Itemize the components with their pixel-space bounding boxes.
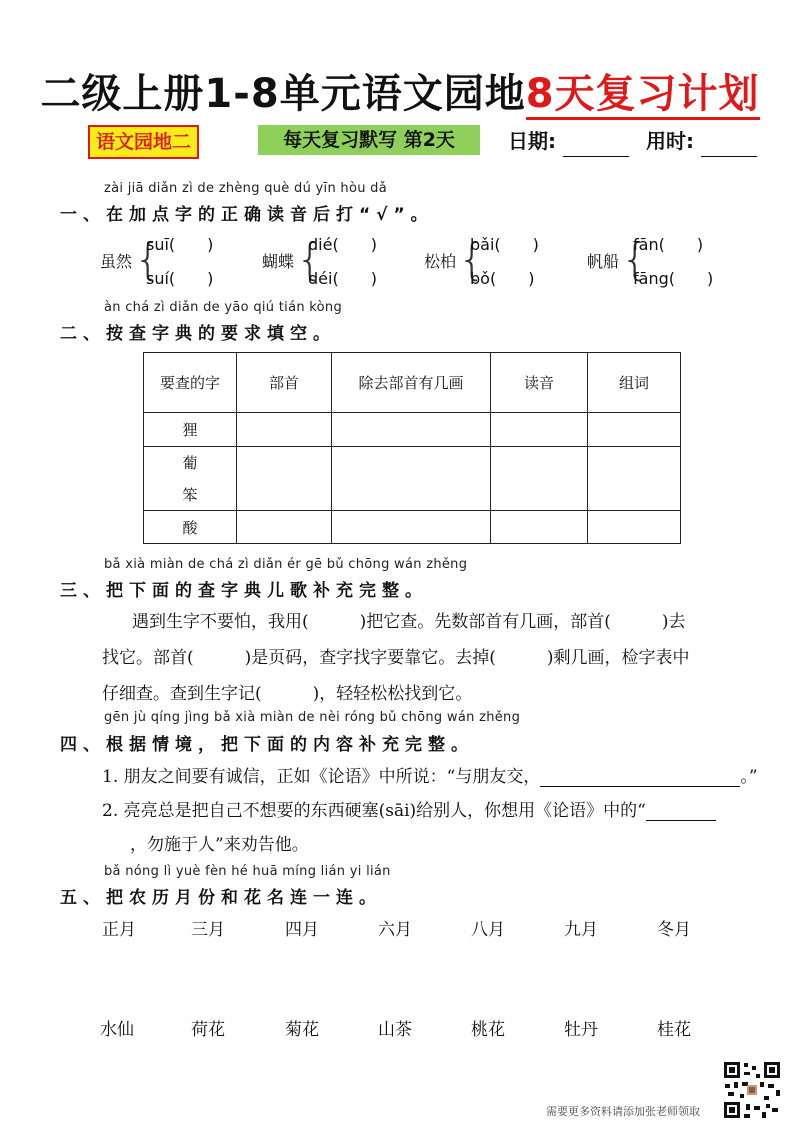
flower-item[interactable]: 水仙: [100, 1020, 134, 1040]
table-row: [144, 511, 681, 544]
table-char-group: [144, 447, 237, 511]
title-highlight: 8天复习计划: [526, 71, 760, 120]
q1-option[interactable]: bǎi( ): [470, 235, 539, 254]
q1-option[interactable]: fāng( ): [633, 269, 714, 288]
table-row: [144, 447, 681, 511]
table-header-row: [144, 353, 681, 413]
table-header: 除去部首有几画: [332, 353, 491, 413]
q2-title: 二、按查字典的要求填空。: [60, 324, 336, 344]
brace-icon: {: [458, 234, 486, 285]
q4-pinyin: gēn jù qíng jìng bǎ xià miàn de nèi róng bǔ chōng wán zhěng: [104, 710, 521, 725]
month-item[interactable]: 四月: [285, 920, 319, 940]
task-tag: 每天复习默写 第2天: [258, 125, 480, 155]
answer-cell[interactable]: [491, 413, 588, 447]
q3-title: 三、把下面的查字典儿歌补充完整。: [60, 581, 428, 601]
q1-option[interactable]: suí( ): [146, 269, 214, 288]
footer-note: 需要更多资料请添加张老师领取: [546, 1105, 700, 1118]
title-main: 二级上册1-8单元语文园地: [40, 71, 526, 117]
flower-item[interactable]: 山茶: [378, 1020, 412, 1040]
brace-icon: {: [296, 234, 324, 285]
q1-item-3: [424, 232, 564, 292]
flower-item[interactable]: 菊花: [285, 1020, 319, 1040]
time-field: [646, 125, 757, 157]
page-title: [0, 62, 800, 119]
q3-line-3: 仔细查。查到生字记( )，轻轻松松找到它。: [102, 684, 473, 704]
qr-code-icon: [722, 1060, 782, 1120]
date-label: 日期:: [508, 129, 556, 153]
brace-icon: {: [134, 234, 162, 285]
table-char: 葡: [182, 453, 198, 472]
date-field: [508, 125, 629, 157]
answer-cell[interactable]: [491, 447, 588, 511]
q4-title: 四、根据情境，把下面的内容补充完整。: [60, 735, 474, 755]
answer-blank[interactable]: [540, 768, 740, 787]
section-tag: 语文园地二: [88, 125, 199, 159]
q4-item-2-text: 2. 亮亮总是把自己不想要的东西硬塞(sāi)给别人，你想用《论语》中的“: [102, 801, 646, 821]
brace-icon: {: [621, 234, 649, 285]
answer-cell[interactable]: [237, 511, 332, 544]
q1-item-4: [587, 232, 737, 292]
q1-option[interactable]: bǒ( ): [470, 269, 535, 288]
q4-item-1-end: 。”: [740, 767, 758, 787]
flower-item[interactable]: 桂花: [657, 1020, 691, 1040]
q1-item-2: [262, 232, 402, 292]
month-item[interactable]: 冬月: [657, 920, 691, 940]
time-label: 用时:: [646, 129, 694, 153]
q1-option[interactable]: suī( ): [146, 235, 214, 254]
flower-item[interactable]: 桃花: [471, 1020, 505, 1040]
table-header: 部首: [237, 353, 332, 413]
q1-word: 蝴蝶: [262, 252, 295, 271]
table-char: 酸: [144, 511, 237, 544]
dictionary-table: [143, 352, 681, 544]
q4-item-1-text: 1. 朋友之间要有诚信，正如《论语》中所说：“与朋友交，: [102, 767, 541, 787]
answer-cell[interactable]: [588, 511, 681, 544]
answer-cell[interactable]: [332, 413, 491, 447]
q4-item-2-end: ，勿施于人”来劝告他。: [130, 835, 309, 855]
month-item[interactable]: 六月: [378, 920, 412, 940]
q1-pinyin: zài jiā diǎn zì de zhèng què dú yīn hòu dǎ: [104, 181, 387, 196]
answer-cell[interactable]: [237, 447, 332, 511]
q5-title: 五、把农历月份和花名连一连。: [60, 888, 382, 908]
answer-cell[interactable]: [332, 511, 491, 544]
q4-item-1: [102, 762, 758, 787]
flower-item[interactable]: 荷花: [191, 1020, 225, 1040]
table-row: [144, 413, 681, 447]
table-header: 组词: [588, 353, 681, 413]
answer-cell[interactable]: [237, 413, 332, 447]
q3-pinyin: bǎ xià miàn de chá zì diǎn ér gē bǔ chōng wán zhěng: [104, 557, 468, 572]
table-char: 笨: [182, 485, 198, 504]
month-item[interactable]: 正月: [102, 920, 136, 940]
time-blank[interactable]: [701, 134, 757, 157]
q3-line-1: 遇到生字不要怕，我用( )把它查。先数部首有几画，部首( )去: [132, 612, 686, 632]
q1-item-1: [100, 232, 240, 292]
table-char: 狸: [144, 413, 237, 447]
q1-title: 一、在加点字的正确读音后打“√”。: [60, 205, 434, 225]
month-item[interactable]: 九月: [564, 920, 598, 940]
q1-option[interactable]: dié( ): [308, 235, 377, 254]
q5-pinyin: bǎ nóng lì yuè fèn hé huā míng lián yi lián: [104, 864, 391, 879]
answer-cell[interactable]: [588, 447, 681, 511]
month-item[interactable]: 八月: [471, 920, 505, 940]
table-header: 要查的字: [144, 353, 237, 413]
q1-word: 帆船: [587, 252, 620, 271]
month-item[interactable]: 三月: [191, 920, 225, 940]
q1-word: 松柏: [424, 252, 457, 271]
answer-cell[interactable]: [588, 413, 681, 447]
answer-cell[interactable]: [491, 511, 588, 544]
answer-blank[interactable]: [646, 802, 716, 821]
q1-option[interactable]: déi( ): [308, 269, 377, 288]
q4-item-2: [102, 796, 716, 821]
q1-option[interactable]: fān( ): [633, 235, 704, 254]
date-blank[interactable]: [563, 134, 629, 157]
answer-cell[interactable]: [332, 447, 491, 511]
table-header: 读音: [491, 353, 588, 413]
q1-word: 虽然: [100, 252, 133, 271]
flower-item[interactable]: 牡丹: [564, 1020, 598, 1040]
q2-pinyin: àn chá zì diǎn de yāo qiú tián kòng: [104, 300, 343, 315]
q3-line-2: 找它。部首( )是页码，查字找字要靠它。去掉( )剩几画，检字表中: [102, 648, 690, 668]
